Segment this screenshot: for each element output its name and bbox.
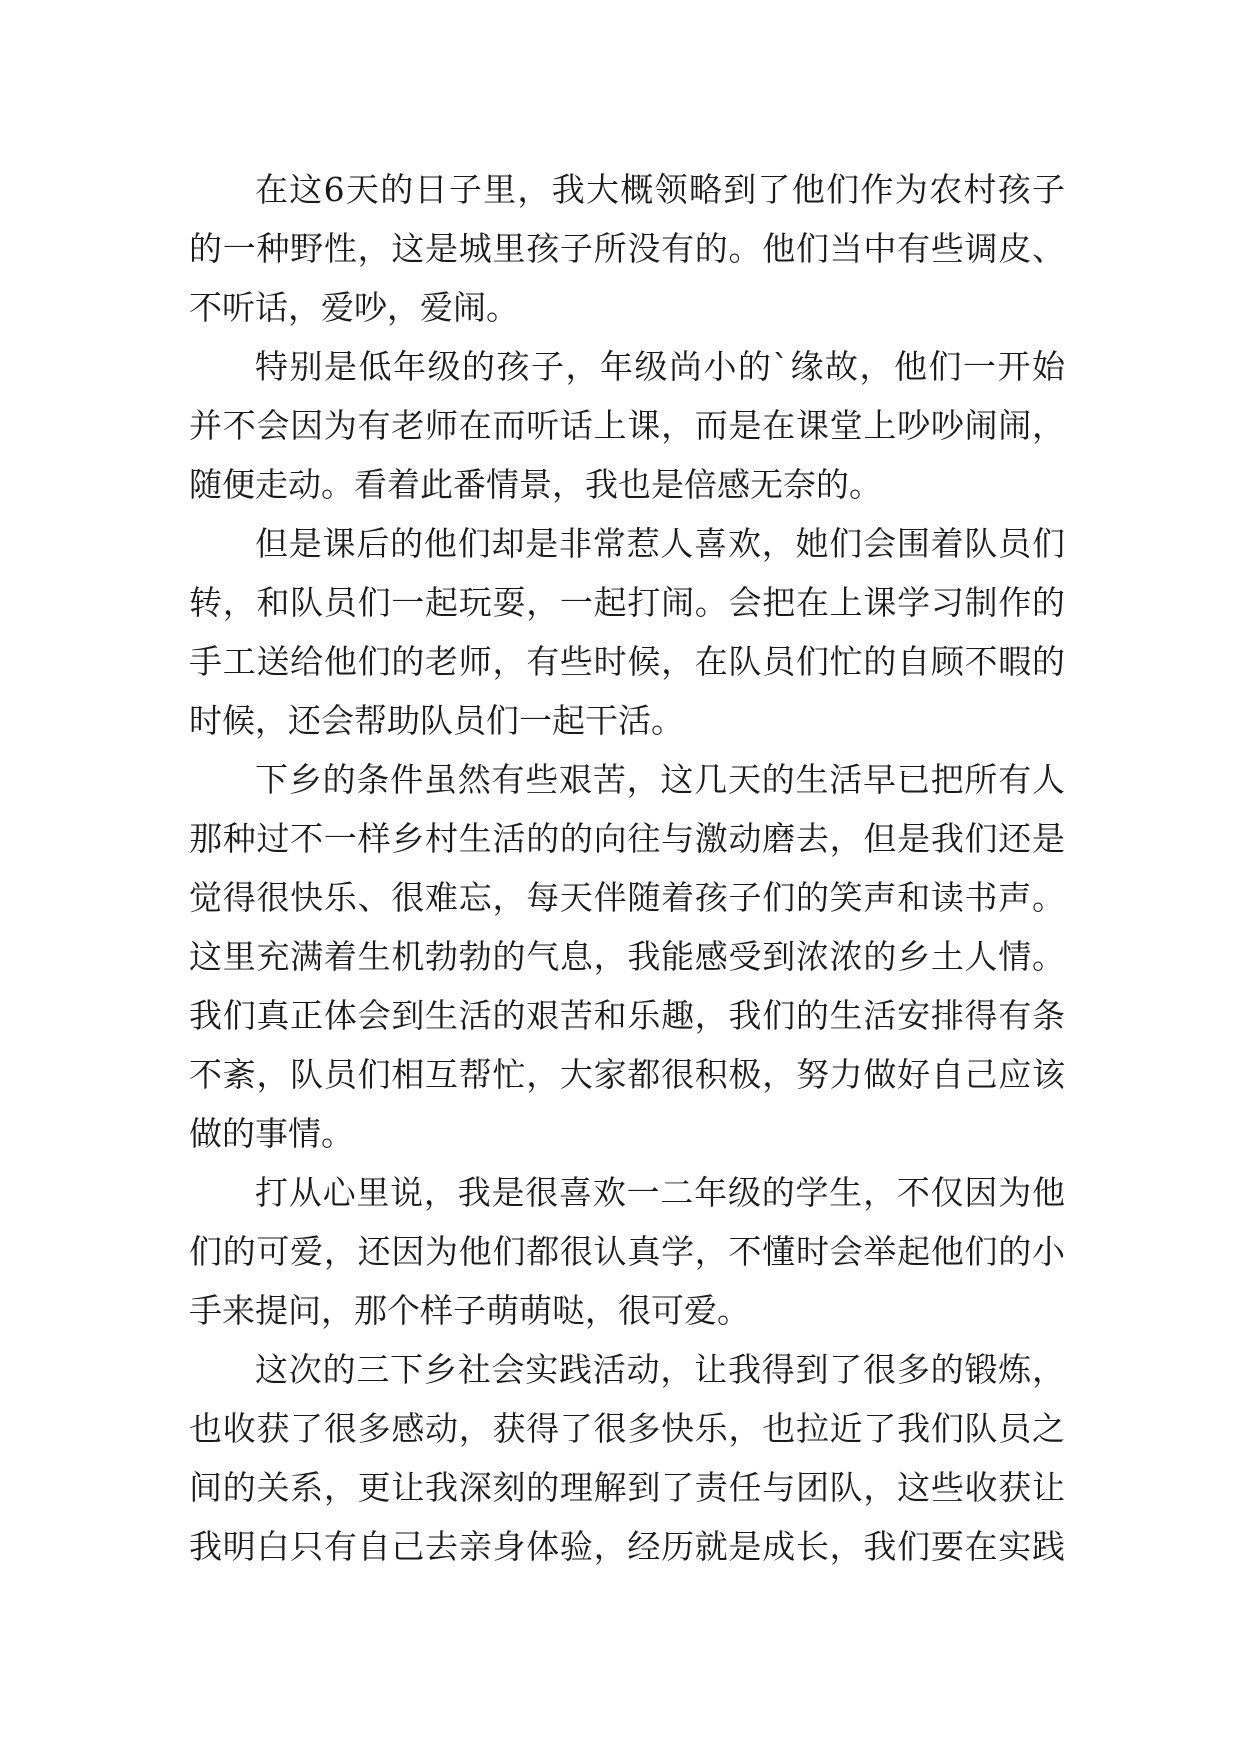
paragraph-4-line-6: 不紊，队员们相互帮忙，大家都很积极，努力做好自己应该 bbox=[189, 1055, 1065, 1094]
paragraph-5-line-3: 手来提问，那个样子萌萌哒，很可爱。 bbox=[189, 1291, 750, 1330]
paragraph-3-line-1: 但是课后的他们却是非常惹人喜欢，她们会围着队员们 bbox=[255, 524, 1065, 563]
paragraph-4-line-1: 下乡的条件虽然有些艰苦，这几天的生活早已把所有人 bbox=[255, 760, 1065, 799]
paragraph-6-line-4: 我明白只有自己去亲身体验，经历就是成长，我们要在实践 bbox=[189, 1527, 1065, 1566]
paragraph-3-line-3: 手工送给他们的老师，有些时候，在队员们忙的自顾不暇的 bbox=[189, 642, 1065, 681]
paragraph-5-line-1: 打从心里说，我是很喜欢一二年级的学生，不仅因为他 bbox=[255, 1173, 1065, 1212]
paragraph-6-line-1: 这次的三下乡社会实践活动，让我得到了很多的锻炼， bbox=[255, 1350, 1065, 1389]
paragraph-2-line-2: 并不会因为有老师在而听话上课，而是在课堂上吵吵闹闹， bbox=[189, 406, 1065, 445]
paragraph-4-line-7: 做的事情。 bbox=[189, 1114, 354, 1153]
paragraph-1-line-3: 不听话，爱吵，爱闹。 bbox=[189, 288, 519, 327]
paragraph-1-line-1: 在这6天的日子里，我大概领略到了他们作为农村孩子 bbox=[255, 170, 1065, 209]
paragraph-6-line-3: 间的关系，更让我深刻的理解到了责任与团队，这些收获让 bbox=[189, 1468, 1065, 1507]
paragraph-4-line-4: 这里充满着生机勃勃的气息，我能感受到浓浓的乡土人情。 bbox=[189, 937, 1065, 976]
paragraph-3-line-2: 转，和队员们一起玩耍，一起打闹。会把在上课学习制作的 bbox=[189, 583, 1065, 622]
paragraph-4-line-2: 那种过不一样乡村生活的的向往与激动磨去，但是我们还是 bbox=[189, 819, 1065, 858]
paragraph-2-line-1: 特别是低年级的孩子，年级尚小的`缘故，他们一开始 bbox=[255, 347, 1065, 386]
paragraph-6-line-2: 也收获了很多感动，获得了很多快乐，也拉近了我们队员之 bbox=[189, 1409, 1065, 1448]
paragraph-4-line-3: 觉得很快乐、很难忘，每天伴随着孩子们的笑声和读书声。 bbox=[189, 878, 1065, 917]
paragraph-2-line-3: 随便走动。看着此番情景，我也是倍感无奈的。 bbox=[189, 465, 882, 504]
paragraph-3-line-4: 时候，还会帮助队员们一起干活。 bbox=[189, 701, 684, 740]
paragraph-1-line-2: 的一种野性，这是城里孩子所没有的。他们当中有些调皮、 bbox=[189, 229, 1065, 268]
body-text bbox=[189, 160, 1065, 1576]
paragraph-5-line-2: 们的可爱，还因为他们都很认真学，不懂时会举起他们的小 bbox=[189, 1232, 1065, 1271]
paragraph-4-line-5: 我们真正体会到生活的艰苦和乐趣，我们的生活安排得有条 bbox=[189, 996, 1065, 1035]
